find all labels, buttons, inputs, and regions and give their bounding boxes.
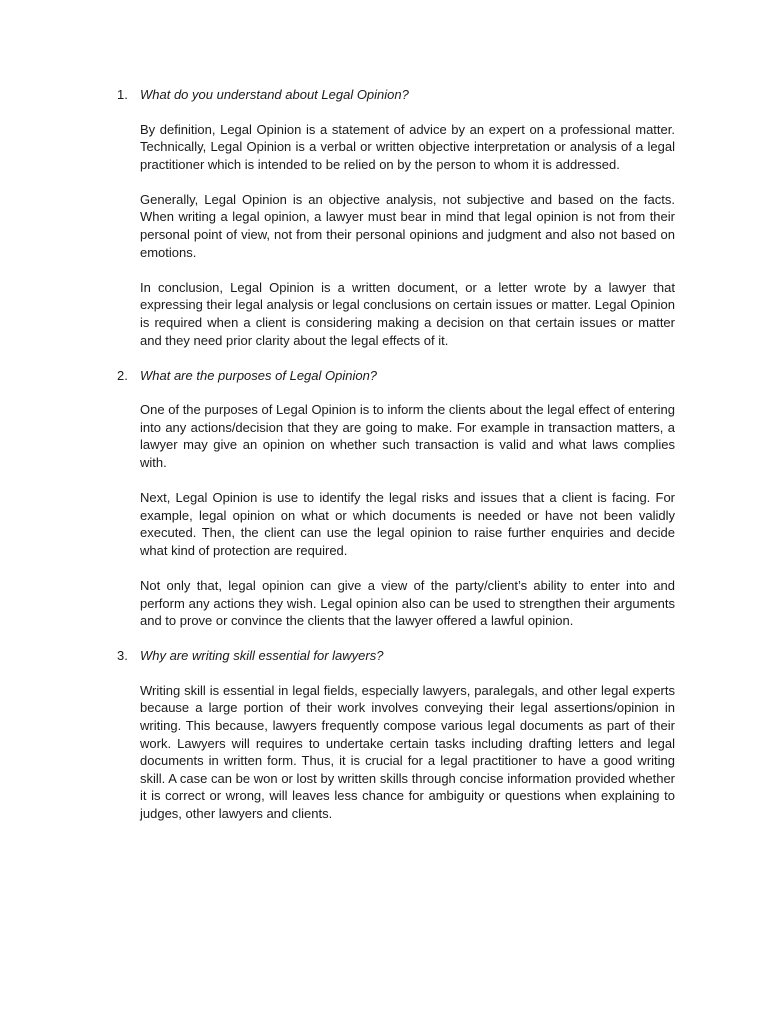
question-number: 1.	[117, 87, 128, 102]
answer-block	[140, 121, 675, 350]
answer-block	[140, 401, 675, 630]
answer-paragraph: By definition, Legal Opinion is a statement of advice by an expert on a professional matter. Technically, Legal Opinion is a verbal or written objective interpretation or analysis of a legal practitioner which is intended to be relied on by the person to whom it is addressed.	[140, 121, 675, 172]
section-1	[117, 86, 675, 349]
question-heading	[117, 647, 675, 665]
answer-block	[140, 682, 675, 823]
question-text: What do you understand about Legal Opinion?	[140, 87, 409, 102]
section-2	[117, 367, 675, 630]
question-number: 2.	[117, 367, 128, 383]
question-heading	[117, 86, 675, 104]
question-text: What are the purposes of Legal Opinion?	[140, 367, 378, 383]
answer-paragraph: One of the purposes of Legal Opinion is to inform the clients about the legal effect of entering into any actions/decision that they are going to make. For example in transaction matters, a lawyer may give an opinion on whether such transaction is valid and what laws complies with.	[140, 402, 675, 470]
answer-paragraph: Next, Legal Opinion is use to identify the legal risks and issues that a client is facing. For example, legal opinion on what or which documents is needed or have not been validly executed. Then, the client can use the legal opinion to raise further enquiries and decide what kind of protection are required.	[140, 490, 675, 558]
answer-paragraph: In conclusion, Legal Opinion is a written document, or a letter wrote by a lawyer that expressing their legal analysis or legal conclusions on certain issues or matter. Legal Opinion is required when a client is considering making a decision on that certain issues or matter and they need prior clarity about the legal effects of it.	[140, 279, 675, 348]
question-text: Why are writing skill essential for lawyers?	[140, 648, 384, 664]
question-heading	[117, 367, 675, 385]
answer-paragraph: Generally, Legal Opinion is an objective analysis, not subjective and based on the facts. When writing a legal opinion, a lawyer must bear in mind that legal opinion is not from their personal point of view, not from their personal opinions and judgment and also not based on emotions.	[140, 191, 675, 260]
section-3	[117, 647, 675, 822]
answer-paragraph: Not only that, legal opinion can give a view of the party/client’s ability to enter into and perform any actions they wish. Legal opinion also can be used to strengthen their arguments and to prove or convince the clients that the lawyer offered a lawful opinion.	[140, 577, 675, 629]
answer-paragraph: Writing skill is essential in legal fields, especially lawyers, paralegals, and other legal experts because a large portion of their work involves conveying their legal assertions/opinion in writing. This because, lawyers frequently compose various legal documents as part of their work. Lawyers will requires to undertake certain tasks including drafting letters and legal documents in written form. Thus, it is crucial for a legal practitioner to have a good writing skill. A case can be won or lost by written skills through concise information provided whether it is correct or wrong, will leaves less chance for ambiguity or questions when explaining to judges, other lawyers and clients.	[140, 682, 675, 821]
document-body	[117, 86, 675, 840]
question-number: 3.	[117, 648, 128, 664]
